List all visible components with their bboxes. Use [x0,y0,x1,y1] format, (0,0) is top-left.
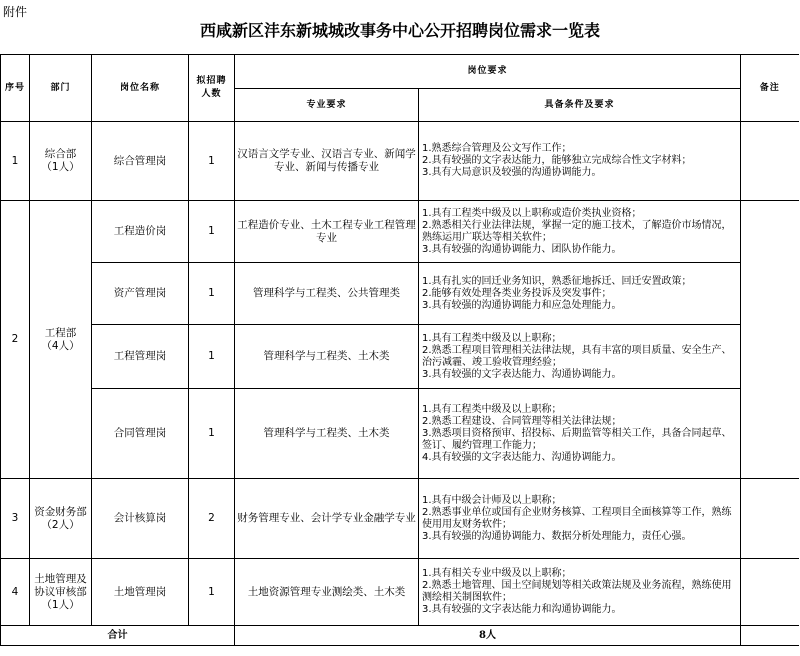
header-count-line2: 人数 [201,89,222,99]
row-conditions [419,201,741,263]
row-dept [30,122,92,201]
row-notes [741,479,799,559]
row-seq: 2 [1,201,30,479]
row-seq: 4 [1,559,30,626]
row-seq: 3 [1,479,30,559]
row-conditions [419,263,741,325]
row-position: 综合管理岗 [92,122,189,201]
row-position: 工程造价岗 [92,201,189,263]
attachment-label: 附件 [3,5,28,19]
table-row [1,263,799,325]
condition-line: 2.熟悉工程项目管理相关法律法规，具有丰富的项目质量、安全生产、治污减霾、竣工验收管理经验； [422,344,732,368]
dept-count: （1人） [41,598,80,611]
row-notes [741,201,799,479]
table-row [1,325,799,389]
table-row [1,122,799,201]
dept-name: 资金财务部 [34,505,87,518]
row-major: 管理科学与工程类、土木类 [235,325,419,389]
condition-line: 1.具有中级会计师及以上职称； [422,494,562,506]
condition-line: 1.具有相关专业中级及以上职称； [422,568,572,579]
header-notes: 备注 [741,55,799,122]
row-count: 1 [189,389,235,479]
condition-line: 3.具有较强的文字表达能力、沟通协调能力。 [422,368,622,380]
dept-count: （2人） [41,518,80,531]
row-major: 财务管理专业、会计学专业金融学专业 [235,479,419,559]
row-position: 合同管理岗 [92,389,189,479]
table-row [1,201,799,263]
header-conditions: 具备条件及要求 [419,89,741,122]
row-dept [30,559,92,626]
header-position: 岗位名称 [92,55,189,122]
row-dept [30,479,92,559]
row-major: 土地资源管理专业测绘类、土木类 [235,559,419,626]
row-major: 管理科学与工程类、土木类 [235,389,419,479]
condition-line: 3.具有较强的沟通协调能力、数据分析处理能力，责任心强。 [422,530,692,542]
condition-line: 1.具有工程类中级及以上职称； [422,332,562,344]
row-conditions [419,122,741,201]
row-notes [741,122,799,201]
page-title: 西咸新区沣东新城城改事务中心公开招聘岗位需求一览表 [199,21,600,40]
row-count: 1 [189,201,235,263]
dept-count: （4人） [41,339,80,352]
row-conditions [419,389,741,479]
row-position: 工程管理岗 [92,325,189,389]
total-row [1,626,799,646]
row-count: 1 [189,263,235,325]
table-row [1,559,799,626]
row-major: 汉语言文学专业、汉语言专业、新闻学专业、新闻与传播专业 [235,122,419,201]
condition-line: 4.具有较强的文字表达能力、沟通协调能力。 [422,451,622,463]
condition-line: 2.具有较强的文字表达能力，能够独立完成综合性文字材料； [422,155,692,166]
table-row [1,389,799,479]
row-notes [741,559,799,626]
dept-name: 工程部 [44,326,77,339]
condition-line: 3.具有较强的文字表达能力和沟通协调能力。 [422,604,622,615]
header-dept: 部门 [30,55,92,122]
condition-line: 1.具有工程类中级及以上职称或造价类执业资格； [422,207,642,219]
row-major: 工程造价专业、土木工程专业工程管理专业 [235,201,419,263]
condition-line: 2.熟悉相关行业法律法规，掌握一定的施工技术，了解造价市场情况，熟练运用广联达等相关软件； [422,219,732,243]
header-requirements: 岗位要求 [235,55,741,89]
row-position: 土地管理岗 [92,559,189,626]
total-label: 合计 [1,626,235,646]
condition-line: 2.熟悉工程建设、合同管理等相关法律法规； [422,415,622,427]
condition-line: 3.具有较强的沟通协调能力、团队协作能力。 [422,243,622,255]
row-conditions [419,559,741,626]
row-dept [30,201,92,479]
row-seq: 1 [1,122,30,201]
row-position: 会计核算岗 [92,479,189,559]
row-count: 1 [189,325,235,389]
row-position: 资产管理岗 [92,263,189,325]
header-major: 专业要求 [235,89,419,122]
condition-line: 3.具有大局意识及较强的沟通协调能力。 [422,167,602,178]
dept-name: 综合部 [44,148,77,160]
total-value: 8人 [235,626,741,646]
header-count [189,55,235,122]
header-count-line1: 拟招聘 [196,76,227,86]
row-count: 2 [189,479,235,559]
condition-line: 1.熟悉综合管理及公文写作工作； [422,143,572,154]
table-row [1,479,799,559]
condition-line: 2.熟悉土地管理、国土空间规划等相关政策法规及业务流程，熟练使用测绘相关制图软件； [422,580,732,603]
condition-line: 1.具有工程类中级及以上职称； [422,403,562,415]
total-notes [741,626,799,646]
condition-line: 2.熟悉事业单位或国有企业财务核算、工程项目全面核算等工作，熟练使用用友财务软件； [422,506,732,530]
row-conditions [419,325,741,389]
condition-line: 3.具有较强的沟通协调能力和应急处理能力。 [422,299,622,311]
dept-name: 土地管理及协议审核部 [34,572,87,598]
row-count: 1 [189,122,235,201]
row-conditions [419,479,741,559]
row-major: 管理科学与工程类、公共管理类 [235,263,419,325]
condition-line: 2.能够有效处理各类业务投诉及突发事件； [422,287,612,299]
condition-line: 1.具有扎实的回迁业务知识，熟悉征地拆迁、回迁安置政策； [422,275,692,287]
condition-line: 3.熟悉项目资格预审、招投标、后期监管等相关工作，具备合同起草、签订、履约管理工作能力； [422,427,732,451]
header-row [1,55,799,89]
row-count: 1 [189,559,235,626]
dept-count: （1人） [41,161,80,173]
recruitment-table [0,54,799,646]
header-seq: 序号 [1,55,30,122]
